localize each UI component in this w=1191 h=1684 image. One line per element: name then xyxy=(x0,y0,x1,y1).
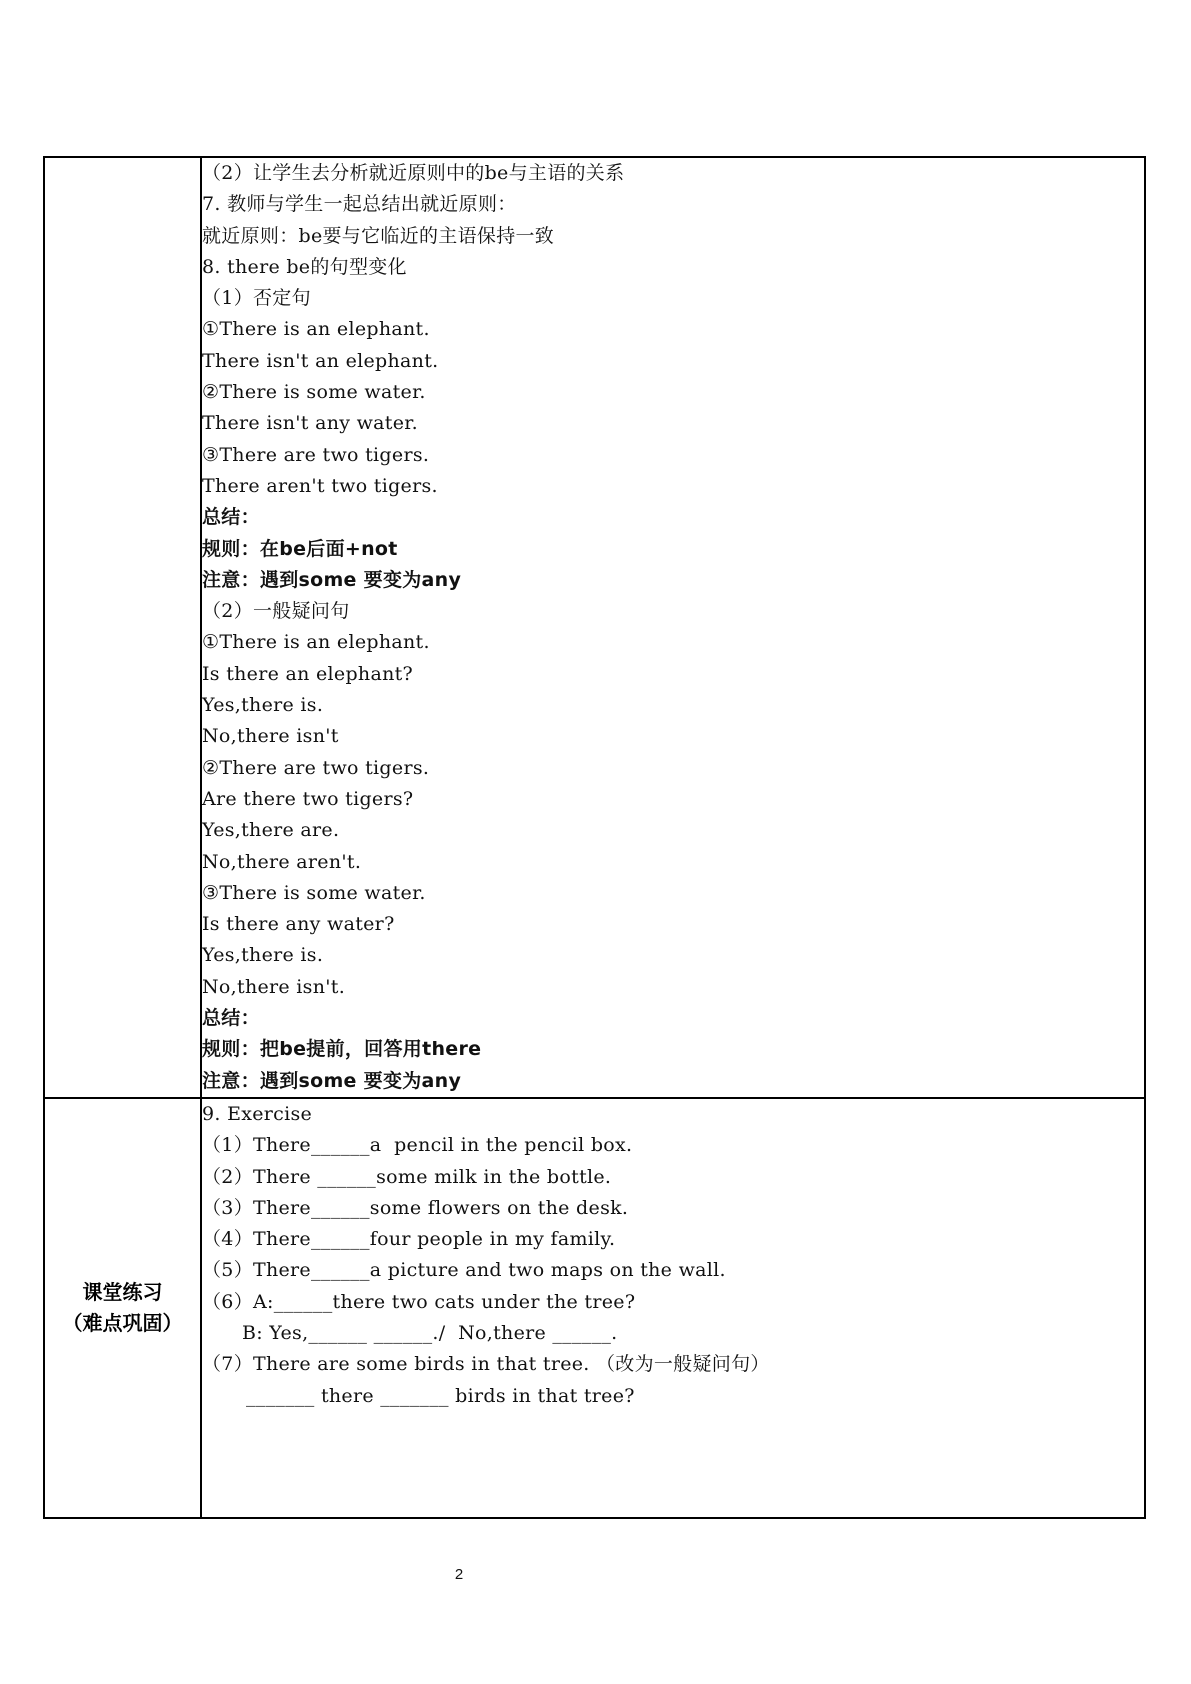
section-label-subtitle: （难点巩固） xyxy=(62,1310,183,1335)
text-line: Is there an elephant? xyxy=(202,662,414,685)
text-line: There isn't any water. xyxy=(202,412,418,435)
text-line: Yes,there is. xyxy=(202,694,324,717)
exercise-line: 9. Exercise xyxy=(202,1102,313,1125)
text-line: No,there isn't. xyxy=(202,975,346,998)
summary-line: 总结： xyxy=(202,506,260,529)
text-line: There isn't an elephant. xyxy=(202,349,439,372)
summary-line: 规则：把be提前，回答用there xyxy=(202,1038,482,1061)
page-number: 2 xyxy=(454,1566,464,1583)
text-line: （2）一般疑问句 xyxy=(202,600,350,623)
text-line: ③There are two tigers. xyxy=(202,443,430,466)
text-line: There aren't two tigers. xyxy=(202,474,438,497)
exercise-line: （2）There ______some milk in the bottle. xyxy=(202,1165,612,1188)
teaching-steps xyxy=(202,158,1144,1097)
exercise-line: B: Yes,______ ______./ No,there ______. xyxy=(242,1321,618,1344)
exercise-list xyxy=(202,1099,1144,1412)
text-line: （2）让学生去分析就近原则中的be与主语的关系 xyxy=(202,162,625,184)
text-line: 就近原则：be要与它临近的主语保持一致 xyxy=(202,224,555,247)
text-line: （1）否定句 xyxy=(202,287,311,310)
text-line: Yes,there are. xyxy=(202,819,340,842)
text-line: Are there two tigers? xyxy=(202,787,414,810)
text-line: 7. 教师与学生一起总结出就近原则： xyxy=(202,193,517,216)
summary-line: 规则：在be后面+not xyxy=(202,537,398,560)
exercise-line: （5）There______a picture and two maps on the wall. xyxy=(202,1259,726,1282)
exercise-line: （6）A:______there two cats under the tree? xyxy=(202,1290,636,1313)
exercise-line: （4）There______four people in my family. xyxy=(202,1228,616,1251)
teaching-content-cell xyxy=(201,157,1145,1098)
table-row xyxy=(44,1098,1145,1518)
summary-line: 注意：遇到some 要变为any xyxy=(202,1069,462,1092)
exercise-line: （3）There______some flowers on the desk. xyxy=(202,1196,629,1219)
exercise-line: _______ there _______ birds in that tree? xyxy=(246,1384,635,1407)
text-line: ③There is some water. xyxy=(202,881,426,904)
text-line: ①There is an elephant. xyxy=(202,631,430,654)
text-line: No,there aren't. xyxy=(202,850,362,873)
text-line: ②There is some water. xyxy=(202,381,426,404)
empty-label-cell xyxy=(44,157,201,1098)
table-row xyxy=(44,157,1145,1098)
exercise-line: （1）There______a pencil in the pencil box. xyxy=(202,1134,633,1157)
exercise-content-cell xyxy=(201,1098,1145,1518)
text-line: ②There are two tigers. xyxy=(202,756,430,779)
text-line: No,there isn't xyxy=(202,725,339,748)
exercise-label-cell xyxy=(44,1098,201,1518)
exercise-line: （7）There are some birds in that tree. （改为一般疑问句） xyxy=(202,1353,770,1376)
section-label-title: 课堂练习 xyxy=(82,1279,163,1304)
summary-line: 注意：遇到some 要变为any xyxy=(202,568,462,591)
text-line: 8. there be的句型变化 xyxy=(202,255,407,278)
summary-line: 总结： xyxy=(202,1007,260,1030)
text-line: Yes,there is. xyxy=(202,944,324,967)
lesson-plan-table xyxy=(43,156,1146,1519)
text-line: ①There is an elephant. xyxy=(202,318,430,341)
text-line: Is there any water? xyxy=(202,913,395,936)
